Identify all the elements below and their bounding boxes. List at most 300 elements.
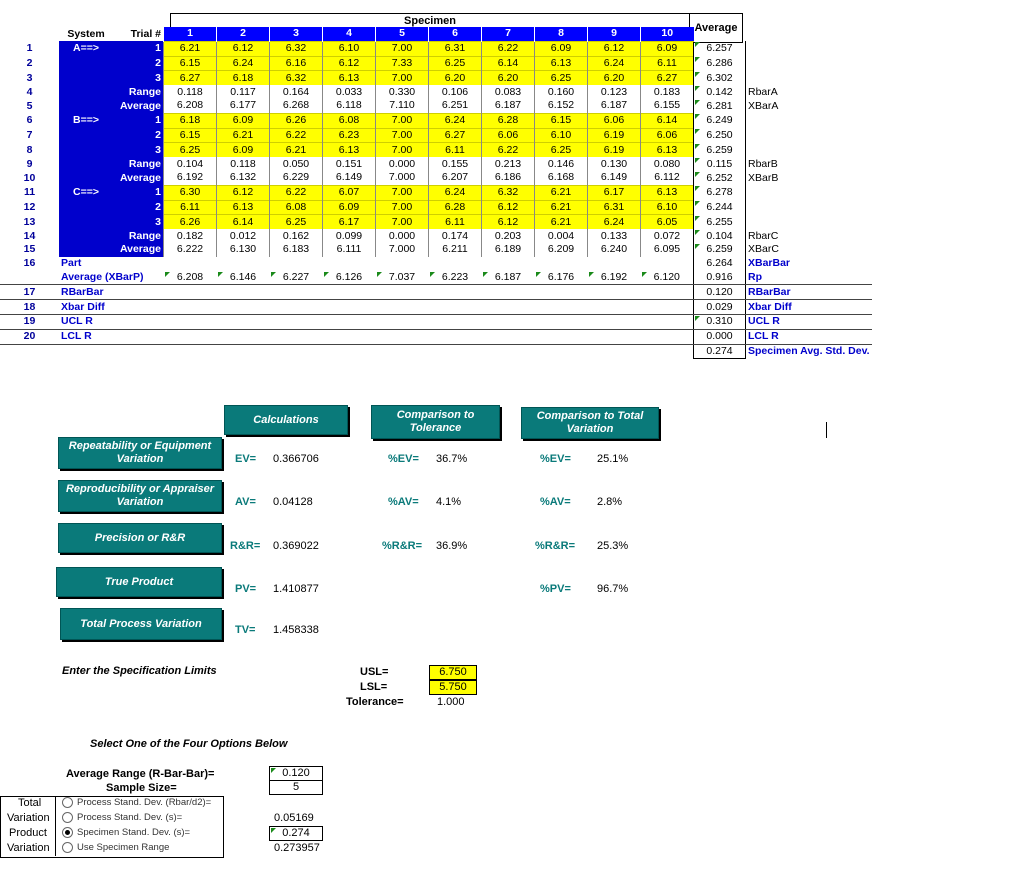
side-label-variation-2: Variation [7,842,50,854]
system-cell [59,243,113,257]
cell: 6.118 [323,99,376,113]
cell[interactable]: 6.30 [164,185,217,200]
cell: 6.251 [429,99,482,113]
cell: 0.213 [482,157,535,171]
specimen-col-9: 9 [588,27,641,41]
system-cell [59,143,113,157]
cell[interactable]: 6.08 [323,113,376,128]
cell: 6.183 [270,243,323,257]
cell[interactable]: 6.22 [482,41,535,56]
option-value: 0.274 [269,826,323,841]
cell[interactable]: 6.07 [323,185,376,200]
radio-icon[interactable] [62,797,73,808]
tv-value: 25.3% [597,540,629,552]
cell[interactable]: 6.11 [429,215,482,229]
option-radio-3[interactable] [62,842,169,853]
calc-value: 0.369022 [273,540,319,552]
cell: 6.111 [323,243,376,257]
cell[interactable]: 6.15 [535,113,588,128]
summary-row [0,314,872,329]
cell[interactable]: 6.31 [588,200,641,215]
option-radio-1[interactable] [62,812,182,823]
summary-spacer [164,314,694,329]
cell[interactable]: 6.22 [270,185,323,200]
calc-button-3[interactable]: True Product [56,567,222,597]
cell: 6.268 [270,99,323,113]
specimen-col-8: 8 [535,27,588,41]
average-cell: 6.257 [694,41,746,56]
cell[interactable]: 6.10 [641,200,694,215]
side-label-variation-1: Variation [7,812,50,824]
cell[interactable]: 6.31 [429,41,482,56]
cell: 6.177 [217,99,270,113]
part-spacer [164,257,694,271]
trial-cell: 3 [113,71,164,85]
cell: 0.000 [376,229,429,243]
tolerance-label: Tolerance= [346,696,404,708]
row-number: 18 [0,300,59,315]
row-number: 8 [26,143,33,156]
system-cell [59,128,113,143]
row-number: 11 [23,186,36,199]
trial-cell: 3 [113,143,164,157]
cell[interactable]: 6.25 [270,215,323,229]
average-cell: 6.244 [694,200,746,215]
cell[interactable]: 6.18 [164,113,217,128]
tv-label: %EV= [540,453,571,465]
table-row [0,215,872,229]
tv-value: 96.7% [597,583,629,595]
system-cell [59,71,113,85]
cell[interactable]: 6.21 [217,128,270,143]
tol-label: %AV= [388,496,419,508]
sample-size-input[interactable]: 5 [269,780,323,795]
cell[interactable]: 7.33 [376,56,429,71]
row-tag [746,71,872,85]
rbar-value: 0.120 [269,766,323,781]
summary-tag: RBarBar [746,285,872,300]
cell: 6.207 [429,171,482,185]
summary-value: 0.029 [694,300,746,315]
cell: 6.192 [164,171,217,185]
cell: 0.162 [270,229,323,243]
summary-spacer [164,300,694,315]
cell: 6.186 [482,171,535,185]
xbarp-cell: 6.120 [641,271,694,285]
row-number: 16 [23,257,36,270]
cell: 0.118 [164,85,217,99]
summary-tag: LCL R [746,329,872,344]
cell[interactable]: 6.05 [641,215,694,229]
average-cell: 6.259 [694,243,746,257]
calc-value: 1.458338 [273,624,319,636]
system-cell [59,171,113,185]
cell[interactable]: 6.09 [535,41,588,56]
cell[interactable]: 6.13 [323,143,376,157]
tv-label: %R&R= [535,540,576,552]
usl-input[interactable]: 6.750 [429,665,477,680]
calc-button-1[interactable]: Reproducibility or Appraiser Variation [58,480,222,512]
cell[interactable]: 6.13 [535,56,588,71]
average-cell: 6.255 [694,215,746,229]
cell: 0.050 [270,157,323,171]
cell: 0.330 [376,85,429,99]
cell[interactable]: 6.06 [641,128,694,143]
specimen-col-5: 5 [376,27,429,41]
sample-size-label: Sample Size= [106,782,177,794]
calc-button-2[interactable]: Precision or R&R [58,523,222,553]
cell[interactable]: 6.12 [482,200,535,215]
row-tag [746,41,872,56]
cell[interactable]: 6.21 [535,185,588,200]
cell: 0.118 [217,157,270,171]
cell: 7.110 [376,99,429,113]
tolerance-value: 1.000 [437,696,465,708]
cell[interactable]: 7.00 [376,200,429,215]
cell: 6.149 [588,171,641,185]
option-radio-2[interactable] [62,827,190,838]
cell[interactable]: 6.14 [217,215,270,229]
cell[interactable]: 6.27 [164,71,217,85]
xbarp-cell: 6.187 [482,271,535,285]
average-cell: 0.142 [694,85,746,99]
cell: 0.083 [482,85,535,99]
cell: 6.229 [270,171,323,185]
row-tag [746,200,872,215]
cell[interactable]: 6.21 [535,215,588,229]
cell: 0.012 [217,229,270,243]
cell: 0.182 [164,229,217,243]
comparison-total-variation-button[interactable]: Comparison to Total Variation [521,407,659,439]
summary-row [0,329,872,344]
cell: 6.209 [535,243,588,257]
calc-label: PV= [235,583,257,595]
cell[interactable]: 7.00 [376,185,429,200]
cell: 6.240 [588,243,641,257]
cell[interactable]: 6.26 [164,215,217,229]
summary-value: 0.120 [694,285,746,300]
xbarp-cell: 6.192 [588,271,641,285]
table-row [0,200,872,215]
cell: 0.004 [535,229,588,243]
table-row [0,99,872,113]
cell: 0.160 [535,85,588,99]
cell: 7.000 [376,171,429,185]
average-header: Average [689,13,743,43]
tv-value: 2.8% [597,496,623,508]
cell[interactable]: 7.00 [376,71,429,85]
trial-cell: Average [113,243,164,257]
cell[interactable]: 6.32 [482,185,535,200]
cell[interactable]: 6.12 [217,41,270,56]
cell[interactable]: 6.09 [217,113,270,128]
cell[interactable]: 6.24 [217,56,270,71]
cell[interactable]: 7.00 [376,215,429,229]
cell: 0.155 [429,157,482,171]
cell[interactable]: 6.22 [270,128,323,143]
average-cell: 6.286 [694,56,746,71]
table-row [0,71,872,85]
cell[interactable]: 6.26 [270,113,323,128]
xbarp-tag: Rp [746,271,872,285]
cell[interactable]: 7.00 [376,128,429,143]
summary-spacer [164,329,694,344]
cell: 0.164 [270,85,323,99]
specimen-col-4: 4 [323,27,376,41]
tol-value: 36.9% [436,540,468,552]
system-cell: B==> [59,113,113,128]
xbarp-label: Average (XBarP) [59,271,164,285]
row-number: 19 [0,314,59,329]
cell: 0.174 [429,229,482,243]
cell: 6.095 [641,243,694,257]
cell: 6.130 [217,243,270,257]
cell[interactable]: 6.17 [588,185,641,200]
specimen-col-3: 3 [270,27,323,41]
cell[interactable]: 6.20 [588,71,641,85]
row-tag: XBarA [748,99,779,112]
part-tag: XBarBar [748,257,791,270]
summary-tag: UCL R [746,314,872,329]
calc-button-4[interactable]: Total Process Variation [60,608,222,640]
cell[interactable]: 6.12 [217,185,270,200]
calc-button-0[interactable]: Repeatability or Equipment Variation [58,437,222,469]
lsl-input[interactable]: 5.750 [429,680,477,695]
calc-label: AV= [235,496,256,508]
table-row [0,128,872,143]
xbarp-cell: 6.146 [217,271,270,285]
cell[interactable]: 6.18 [217,71,270,85]
cell: 0.104 [164,157,217,171]
cell[interactable]: 6.09 [641,41,694,56]
cell[interactable]: 6.11 [641,56,694,71]
row-tag [746,128,872,143]
cell[interactable]: 6.32 [270,71,323,85]
table-row [0,113,872,128]
cell[interactable]: 6.13 [323,71,376,85]
calc-value: 1.410877 [273,583,319,595]
avg-header-spacer [694,27,746,41]
tv-label: %AV= [540,496,571,508]
cell[interactable]: 7.00 [376,113,429,128]
summary-row [0,285,872,300]
std-spacer [0,344,694,359]
cell[interactable]: 6.09 [217,143,270,157]
cell[interactable]: 6.21 [270,143,323,157]
specimen-header: Specimen [170,13,690,28]
side-label-product: Product [9,827,47,839]
calc-value: 0.04128 [273,496,313,508]
cell[interactable]: 6.14 [641,113,694,128]
cell[interactable]: 6.17 [323,215,376,229]
row-number: 12 [23,200,36,213]
specimen-col-2: 2 [217,27,270,41]
table-row [0,171,872,185]
cell[interactable]: 6.15 [164,128,217,143]
xbarp-cell: 7.037 [376,271,429,285]
specimen-col-1: 1 [164,27,217,41]
radio-icon[interactable] [62,812,73,823]
cell[interactable]: 6.12 [588,41,641,56]
calc-label: R&R= [230,540,261,552]
trial-cell: Range [113,229,164,243]
usl-label: USL= [360,666,389,678]
tol-label: %EV= [388,453,419,465]
cell[interactable]: 6.12 [323,56,376,71]
row-number: 2 [26,56,33,69]
cell[interactable]: 6.11 [164,200,217,215]
option-radio-0[interactable] [62,797,211,808]
cell[interactable]: 6.23 [323,128,376,143]
std-dev-value: 0.274 [694,344,746,359]
cell[interactable]: 6.21 [535,200,588,215]
cell[interactable]: 6.13 [641,143,694,157]
part-row [0,257,872,271]
lsl-label: LSL= [360,681,388,693]
cell[interactable]: 6.20 [482,71,535,85]
cell[interactable]: 6.08 [270,200,323,215]
cell: 0.099 [323,229,376,243]
cell: 0.117 [217,85,270,99]
cell[interactable]: 6.13 [641,185,694,200]
row-number: 4 [26,85,33,98]
table-row [0,229,872,243]
summary-value: 0.000 [694,329,746,344]
row-tag: RbarB [748,157,778,170]
trial-cell: 3 [113,215,164,229]
trial-cell: Average [113,171,164,185]
cell[interactable]: 6.24 [429,185,482,200]
corner-cell [0,27,59,41]
xbarp-cell: 6.223 [429,271,482,285]
cell: 0.080 [641,157,694,171]
cell: 6.152 [535,99,588,113]
calc-value: 0.366706 [273,453,319,465]
cell[interactable]: 6.12 [482,215,535,229]
table-row [0,143,872,157]
tol-value: 36.7% [436,453,468,465]
cell[interactable]: 6.06 [482,128,535,143]
system-cell [59,215,113,229]
cell[interactable]: 6.09 [323,200,376,215]
calc-label: EV= [235,453,257,465]
cell[interactable]: 6.25 [164,143,217,157]
row-tag [746,143,872,157]
summary-tag: Xbar Diff [746,300,872,315]
row-number: 5 [26,99,33,112]
cell[interactable]: 6.28 [482,113,535,128]
table-row [0,85,872,99]
tol-label: %R&R= [382,540,423,552]
trial-cell: Range [113,85,164,99]
row-number: 15 [23,243,36,256]
row-number: 7 [26,128,33,141]
tv-label: %PV= [540,583,571,595]
cell[interactable]: 7.00 [376,143,429,157]
summary-label: RBarBar [59,285,164,300]
cell[interactable]: 6.14 [482,56,535,71]
cell[interactable]: 6.25 [535,71,588,85]
system-cell [59,229,113,243]
cell: 6.168 [535,171,588,185]
specimen-col-10: 10 [641,27,694,41]
cell[interactable]: 6.25 [535,143,588,157]
radio-icon[interactable] [62,827,73,838]
system-cell [59,85,113,99]
cell[interactable]: 6.32 [270,41,323,56]
cell[interactable]: 6.19 [588,128,641,143]
table-row [0,41,872,56]
trial-cell: 2 [113,200,164,215]
system-cell [59,200,113,215]
cell: 6.149 [323,171,376,185]
cell[interactable]: 6.27 [429,128,482,143]
system-cell: A==> [59,41,113,56]
cell: 6.187 [588,99,641,113]
cell[interactable]: 6.28 [429,200,482,215]
cell[interactable]: 6.06 [588,113,641,128]
calc-label: TV= [235,624,256,636]
cell[interactable]: 6.25 [429,56,482,71]
average-cell: 6.281 [694,99,746,113]
cell[interactable]: 6.24 [588,56,641,71]
summary-label: Xbar Diff [59,300,164,315]
cell[interactable]: 7.00 [376,41,429,56]
cell[interactable]: 6.20 [429,71,482,85]
table-row [0,185,872,200]
xbarp-cell: 6.126 [323,271,376,285]
tv-value: 25.1% [597,453,629,465]
comparison-tolerance-button[interactable]: Comparison to Tolerance [371,405,500,439]
option-value: 0.273957 [274,842,320,854]
cell[interactable]: 6.13 [217,200,270,215]
row-number: 3 [26,71,33,84]
cell[interactable]: 6.15 [164,56,217,71]
average-cell: 6.252 [694,171,746,185]
cell[interactable]: 6.24 [588,215,641,229]
cell[interactable]: 6.27 [641,71,694,85]
row-number: 13 [23,215,36,228]
cell: 0.130 [588,157,641,171]
row-number: 10 [23,171,36,184]
table-row [0,157,872,171]
row-tag: XBarC [748,243,779,256]
cell: 0.072 [641,229,694,243]
cell[interactable]: 6.11 [429,143,482,157]
header-row [0,27,872,41]
specimen-col-7: 7 [482,27,535,41]
cell[interactable]: 6.22 [482,143,535,157]
cell[interactable]: 6.16 [270,56,323,71]
cell[interactable]: 6.10 [323,41,376,56]
cell: 0.133 [588,229,641,243]
radio-icon[interactable] [62,842,73,853]
cell[interactable]: 6.10 [535,128,588,143]
system-cell [59,157,113,171]
xbarp-cell: 6.176 [535,271,588,285]
cell[interactable]: 6.24 [429,113,482,128]
cell: 6.211 [429,243,482,257]
calculations-button[interactable]: Calculations [224,405,348,435]
trial-cell: 1 [113,113,164,128]
data-grid [0,27,872,359]
row-number: 20 [0,329,59,344]
cell[interactable]: 6.19 [588,143,641,157]
cell: 6.132 [217,171,270,185]
row-number: 6 [26,114,33,127]
cell[interactable]: 6.21 [164,41,217,56]
system-cell: C==> [59,185,113,200]
